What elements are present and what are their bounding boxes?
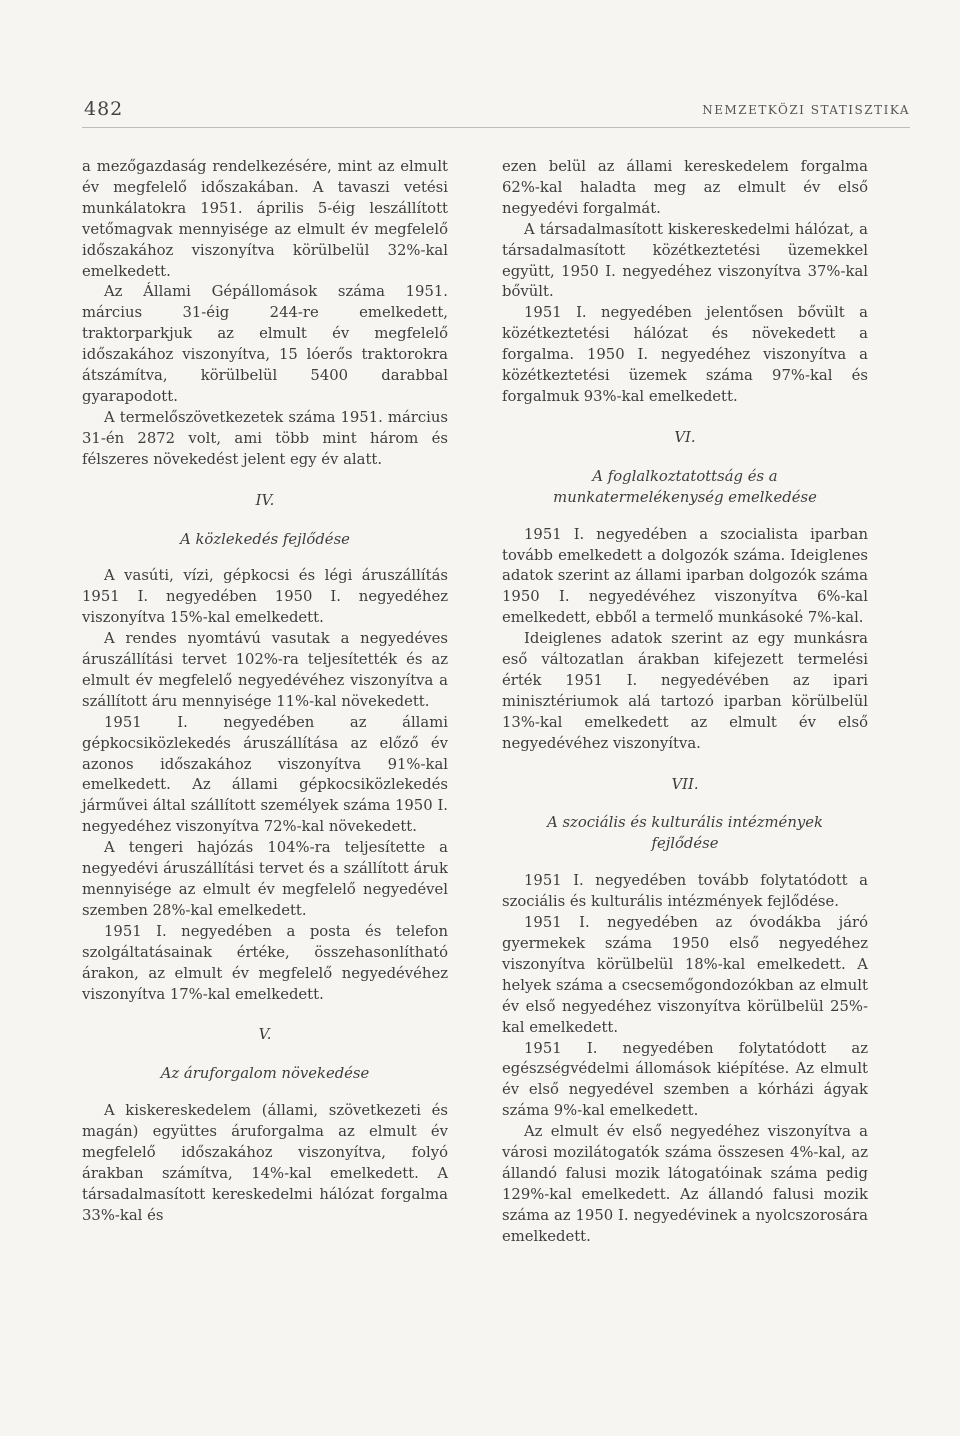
- running-head: NEMZETKÖZI STATISZTIKA: [702, 103, 910, 117]
- paragraph: Ideiglenes adatok szerint az egy munkásra eső változatlan árakban kifejezett termelési érték 1951 I. negyedévében az ipari minisztériumok alá tartozó iparban körülbelül 13%-kal emelkedett az elmult év első negyedévéhez viszonyítva.: [502, 630, 868, 752]
- paragraph: A rendes nyomtávú vasutak a negyedéves áruszállítási tervet 102%-ra teljesítették és az elmult év megfelelő negyedévéhez viszonyítva a szállított áru mennyisége 11%-kal növekedett.: [82, 630, 448, 710]
- page-number: 482: [84, 98, 124, 120]
- paragraph: A vasúti, vízi, gépkocsi és légi áruszállítás 1951 I. negyedében 1950 I. negyedéhez viszonyítva 15%-kal emelkedett.: [82, 567, 448, 627]
- paragraph: a mezőgazdaság rendelkezésére, mint az elmult év megfelelő időszakában. A tavaszi vetési munkálatokra 1951. április 5-éig leszállított vetőmagvak mennyisége az elmult év megfelelő időszakához viszonyítva körülbelül 32%-kal emelkedett.: [82, 158, 448, 280]
- section-number: V.: [258, 1026, 272, 1044]
- paragraph: 1951 I. negyedében tovább folytatódott a szociális és kulturális intézmények fejlődése.: [502, 872, 868, 911]
- section-title: A foglalkoztatottság és a munkatermelékenység emelkedése: [553, 467, 817, 506]
- header-rule: [82, 127, 910, 128]
- paragraph: A kiskereskedelem (állami, szövetkezeti és magán) együttes áruforgalma az elmult év megfelelő időszakához viszonyítva, folyó árakban számítva, 14%-kal emelkedett. A társadalmasított kereskedelmi hálózat forgalma 33%-kal és: [82, 1102, 448, 1224]
- paragraph: 1951 I. negyedében a szocialista iparban tovább emelkedett a dolgozók száma. Ideiglenes adatok szerint az állami iparban dolgozók száma 1950 I. negyedévéhez viszonyítva 6%-kal emelkedett, ebből a termelő munkásoké 7%-kal.: [502, 525, 868, 627]
- paragraph: A társadalmasított kiskereskedelmi hálózat, a társadalmasított közétkeztetési üzemekkel együtt, 1950 I. negyedéhez viszonyítva 37%-kal bővült.: [502, 220, 868, 301]
- paragraph: ezen belül az állami kereskedelem forgalma 62%-kal haladta meg az elmult év első negyedévi forgalmát.: [502, 158, 868, 217]
- section-title: Az áruforgalom növekedése: [160, 1065, 370, 1083]
- paragraph: 1951 I. negyedében a posta és telefon szolgáltatásainak értéke, összehasonlítható árakon, az elmult év megfelelő negyedévéhez viszonyítva 17%-kal emelkedett.: [82, 922, 448, 1003]
- section-number: IV.: [255, 491, 275, 509]
- section-title: A szociális és kulturális intézmények fejlődése: [547, 814, 823, 853]
- section-title: A közlekedés fejlődése: [180, 530, 350, 548]
- paragraph: Az Állami Gépállomások száma 1951. március 31-éig 244-re emelkedett, traktorparkjuk az elmult év megfelelő időszakához viszonyítva, 15 lóerős traktorokra átszámítva, körülbelül 5400 darabbal gyarapodott.: [82, 283, 448, 405]
- right-column: [502, 157, 868, 1248]
- section-number: VI.: [674, 428, 696, 446]
- paragraph: 1951 I. negyedében az állami gépkocsiközlekedés áruszállítása az előző év azonos időszakához viszonyítva 91%-kal emelkedett. Az állami gépkocsiközlekedés járművei által szállított személyek száma 1950 I. negyedéhez viszonyítva 72%-kal növekedett.: [82, 713, 448, 836]
- left-column: [82, 157, 448, 1227]
- paragraph: A tengeri hajózás 104%-ra teljesítette a negyedévi áruszállítási tervet és a szállított áruk mennyisége az elmult év megfelelő negyedével szemben 28%-kal emelkedett.: [82, 839, 448, 919]
- paragraph: 1951 I. negyedében az óvodákba járó gyermekek száma 1950 első negyedéhez viszonyítva körülbelül 18%-kal emelkedett. A helyek száma a csecsemőgondozókban az elmult év első negyedéhez viszonyítva körülbelül 25%-kal emelkedett.: [502, 914, 868, 1036]
- paragraph: 1951 I. negyedében folytatódott az egészségvédelmi állomások kiépítése. Az elmult év első negyedével szemben a kórházi ágyak száma 9%-kal emelkedett.: [502, 1039, 868, 1120]
- paragraph: 1951 I. negyedében jelentősen bővült a közétkeztetési hálózat és növekedett a forgalma. 1950 I. negyedéhez viszonyítva a közétkeztetési üzemek száma 97%-kal és forgalmuk 93%-kal emelkedett.: [502, 304, 868, 405]
- section-number: VII.: [671, 775, 699, 793]
- paragraph: Az elmult év első negyedéhez viszonyítva a városi mozilátogatók száma összesen 4%-kal, az állandó falusi mozik látogatóinak száma pedig 129%-kal emelkedett. Az állandó falusi mozik száma az 1950 I. negyedévinek a nyolcszorosára emelkedett.: [502, 1123, 868, 1245]
- paragraph: A termelőszövetkezetek száma 1951. március 31-én 2872 volt, ami több mint három és félszeres növekedést jelent egy év alatt.: [82, 408, 448, 468]
